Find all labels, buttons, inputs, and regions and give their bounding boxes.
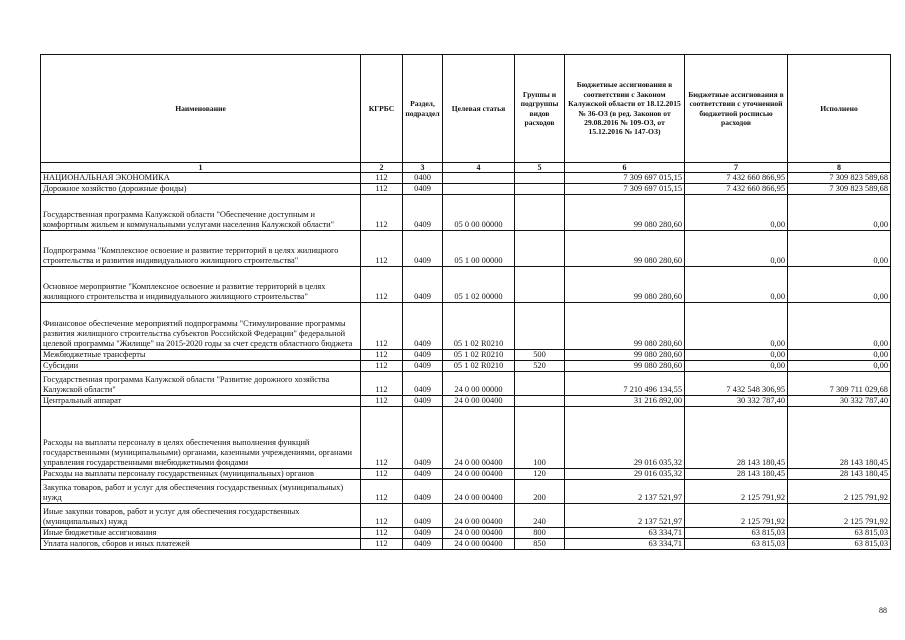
row-done-amount: 63 815,03 (788, 528, 891, 539)
row-law-amount: 7 309 697 015,15 (565, 184, 685, 195)
row-plan-amount: 63 815,03 (685, 539, 788, 550)
row-done-amount: 0,00 (788, 361, 891, 372)
row-name: Субсидии (41, 361, 361, 372)
row-done-amount: 7 309 823 589,68 (788, 184, 891, 195)
row-target (443, 173, 515, 184)
col-number: 5 (515, 163, 565, 173)
table-row (41, 372, 891, 396)
row-name: НАЦИОНАЛЬНАЯ ЭКОНОМИКА (41, 173, 361, 184)
row-group: 850 (515, 539, 565, 550)
page-number: 88 (879, 606, 887, 615)
table-row (41, 173, 891, 184)
col-header-plan: Бюджетные ассигнования в соответствии с уточненной бюджетной росписью расходов (685, 55, 788, 163)
row-plan-amount: 28 143 180,45 (685, 407, 788, 469)
row-law-amount: 7 309 697 015,15 (565, 173, 685, 184)
row-name: Закупка товаров, работ и услуг для обеспечения государственных (муниципальных) нужд (41, 480, 361, 504)
row-name: Центральный аппарат (41, 396, 361, 407)
table-row (41, 396, 891, 407)
row-section: 0409 (403, 195, 443, 231)
row-section: 0409 (403, 267, 443, 303)
row-target: 24 0 00 00400 (443, 504, 515, 528)
row-plan-amount: 28 143 180,45 (685, 469, 788, 480)
row-target: 24 0 00 00000 (443, 372, 515, 396)
row-group: 120 (515, 469, 565, 480)
row-section: 0409 (403, 303, 443, 350)
row-done-amount: 63 815,03 (788, 539, 891, 550)
row-group (515, 184, 565, 195)
row-law-amount: 99 080 280,60 (565, 303, 685, 350)
row-section: 0409 (403, 504, 443, 528)
col-number: 8 (788, 163, 891, 173)
row-law-amount: 99 080 280,60 (565, 267, 685, 303)
row-target: 24 0 00 00400 (443, 480, 515, 504)
row-plan-amount: 0,00 (685, 195, 788, 231)
row-target: 05 0 00 00000 (443, 195, 515, 231)
row-target: 05 1 02 00000 (443, 267, 515, 303)
row-done-amount: 2 125 791,92 (788, 480, 891, 504)
row-law-amount: 29 016 035,32 (565, 469, 685, 480)
row-kgrbs: 112 (361, 303, 403, 350)
row-done-amount: 2 125 791,92 (788, 504, 891, 528)
row-law-amount: 63 334,71 (565, 539, 685, 550)
row-done-amount: 7 309 823 589,68 (788, 173, 891, 184)
row-kgrbs: 112 (361, 231, 403, 267)
row-name: Основное мероприятие "Комплексное освоение и развитие территорий в целях жилищного строительства и индивидуального жилищного строительства" (41, 267, 361, 303)
row-group (515, 195, 565, 231)
row-group: 520 (515, 361, 565, 372)
row-kgrbs: 112 (361, 372, 403, 396)
table-row (41, 361, 891, 372)
row-law-amount: 63 334,71 (565, 528, 685, 539)
row-kgrbs: 112 (361, 350, 403, 361)
col-number: 4 (443, 163, 515, 173)
table-row (41, 528, 891, 539)
row-kgrbs: 112 (361, 396, 403, 407)
row-name: Расходы на выплаты персоналу в целях обеспечения выполнения функций государственными (муниципальными) органами, казенными учреждениями, органами управления государственными внебюджетными фондами (41, 407, 361, 469)
row-kgrbs: 112 (361, 173, 403, 184)
row-done-amount: 7 309 711 029,68 (788, 372, 891, 396)
table-row (41, 480, 891, 504)
col-header-kgrbs: КГРБС (361, 55, 403, 163)
col-header-name: Наименование (41, 55, 361, 163)
row-kgrbs: 112 (361, 528, 403, 539)
col-header-target: Целевая статья (443, 55, 515, 163)
row-section: 0409 (403, 372, 443, 396)
row-plan-amount: 7 432 660 866,95 (685, 173, 788, 184)
row-kgrbs: 112 (361, 480, 403, 504)
row-group (515, 303, 565, 350)
row-group (515, 267, 565, 303)
row-law-amount: 2 137 521,97 (565, 480, 685, 504)
budget-table (40, 54, 891, 550)
row-section: 0409 (403, 469, 443, 480)
col-number: 7 (685, 163, 788, 173)
row-kgrbs: 112 (361, 184, 403, 195)
row-plan-amount: 30 332 787,40 (685, 396, 788, 407)
table-row (41, 184, 891, 195)
row-target: 05 1 02 R0210 (443, 361, 515, 372)
row-kgrbs: 112 (361, 469, 403, 480)
row-name: Межбюджетные трансферты (41, 350, 361, 361)
row-done-amount: 28 143 180,45 (788, 469, 891, 480)
row-section: 0409 (403, 396, 443, 407)
row-done-amount: 0,00 (788, 195, 891, 231)
row-section: 0409 (403, 407, 443, 469)
row-section: 0409 (403, 528, 443, 539)
row-section: 0409 (403, 184, 443, 195)
table-row (41, 231, 891, 267)
row-done-amount: 0,00 (788, 267, 891, 303)
row-kgrbs: 112 (361, 361, 403, 372)
row-section: 0409 (403, 539, 443, 550)
table-row (41, 504, 891, 528)
row-law-amount: 29 016 035,32 (565, 407, 685, 469)
row-section: 0409 (403, 231, 443, 267)
row-kgrbs: 112 (361, 539, 403, 550)
col-number: 3 (403, 163, 443, 173)
row-group: 200 (515, 480, 565, 504)
row-target: 24 0 00 00400 (443, 528, 515, 539)
col-number: 6 (565, 163, 685, 173)
row-plan-amount: 0,00 (685, 231, 788, 267)
row-plan-amount: 63 815,03 (685, 528, 788, 539)
row-target: 05 1 02 R0210 (443, 303, 515, 350)
row-law-amount: 7 210 496 134,55 (565, 372, 685, 396)
table-row (41, 350, 891, 361)
row-law-amount: 2 137 521,97 (565, 504, 685, 528)
row-plan-amount: 0,00 (685, 303, 788, 350)
row-group: 100 (515, 407, 565, 469)
row-group (515, 173, 565, 184)
table-row (41, 469, 891, 480)
table-row (41, 407, 891, 469)
row-law-amount: 99 080 280,60 (565, 350, 685, 361)
row-done-amount: 0,00 (788, 303, 891, 350)
row-group: 800 (515, 528, 565, 539)
row-section: 0409 (403, 361, 443, 372)
row-group (515, 372, 565, 396)
row-target: 24 0 00 00400 (443, 407, 515, 469)
row-plan-amount: 0,00 (685, 267, 788, 303)
col-number: 2 (361, 163, 403, 173)
col-header-law: Бюджетные ассигнования в соответствии с Законом Калужской области от 18.12.2015 № 36-ОЗ (в ред. Законов от 29.08.2016 № 109-ОЗ, от 15.12.2016 № 147-ОЗ) (565, 55, 685, 163)
row-target: 05 1 02 R0210 (443, 350, 515, 361)
row-group: 240 (515, 504, 565, 528)
row-plan-amount: 0,00 (685, 350, 788, 361)
row-name: Подпрограмма "Комплексное освоение и развитие территорий в целях жилищного строительства и развития индивидуального жилищного строительства" (41, 231, 361, 267)
row-group (515, 396, 565, 407)
table-row (41, 195, 891, 231)
row-name: Дорожное хозяйство (дорожные фонды) (41, 184, 361, 195)
row-law-amount: 31 216 892,00 (565, 396, 685, 407)
row-plan-amount: 2 125 791,92 (685, 504, 788, 528)
row-done-amount: 0,00 (788, 350, 891, 361)
col-number: 1 (41, 163, 361, 173)
row-section: 0409 (403, 350, 443, 361)
row-done-amount: 28 143 180,45 (788, 407, 891, 469)
row-kgrbs: 112 (361, 504, 403, 528)
row-kgrbs: 112 (361, 407, 403, 469)
row-section: 0400 (403, 173, 443, 184)
row-target: 24 0 00 00400 (443, 396, 515, 407)
header-row (41, 55, 891, 163)
row-group (515, 231, 565, 267)
row-target (443, 184, 515, 195)
row-plan-amount: 0,00 (685, 361, 788, 372)
row-name: Расходы на выплаты персоналу государственных (муниципальных) органов (41, 469, 361, 480)
row-done-amount: 0,00 (788, 231, 891, 267)
row-name: Государственная программа Калужской области "Развитие дорожного хозяйства Калужской области" (41, 372, 361, 396)
row-name: Уплата налогов, сборов и иных платежей (41, 539, 361, 550)
row-kgrbs: 112 (361, 195, 403, 231)
row-kgrbs: 112 (361, 267, 403, 303)
row-plan-amount: 2 125 791,92 (685, 480, 788, 504)
table-row (41, 303, 891, 350)
table-row (41, 539, 891, 550)
column-number-row (41, 163, 891, 173)
row-group: 500 (515, 350, 565, 361)
row-section: 0409 (403, 480, 443, 504)
table-row (41, 267, 891, 303)
row-name: Иные бюджетные ассигнования (41, 528, 361, 539)
row-law-amount: 99 080 280,60 (565, 231, 685, 267)
row-name: Финансовое обеспечение мероприятий подпрограммы "Стимулирование программы развития жилищного строительства субъектов Российской Федерации" федеральной целевой программы "Жилище" на 2015-2020 годы за счет средств областного бюджета (41, 303, 361, 350)
row-done-amount: 30 332 787,40 (788, 396, 891, 407)
row-name: Государственная программа Калужской области "Обеспечение доступным и комфортным жильем и коммунальными услугами населения Калужской области" (41, 195, 361, 231)
row-law-amount: 99 080 280,60 (565, 361, 685, 372)
row-target: 24 0 00 00400 (443, 539, 515, 550)
row-name: Иные закупки товаров, работ и услуг для обеспечения государственных (муниципальных) нужд (41, 504, 361, 528)
row-target: 24 0 00 00400 (443, 469, 515, 480)
row-plan-amount: 7 432 548 306,95 (685, 372, 788, 396)
col-header-section: Раздел, подраздел (403, 55, 443, 163)
row-target: 05 1 00 00000 (443, 231, 515, 267)
row-plan-amount: 7 432 660 866,95 (685, 184, 788, 195)
row-law-amount: 99 080 280,60 (565, 195, 685, 231)
col-header-done: Исполнено (788, 55, 891, 163)
col-header-group: Группы и подгруппы видов расходов (515, 55, 565, 163)
